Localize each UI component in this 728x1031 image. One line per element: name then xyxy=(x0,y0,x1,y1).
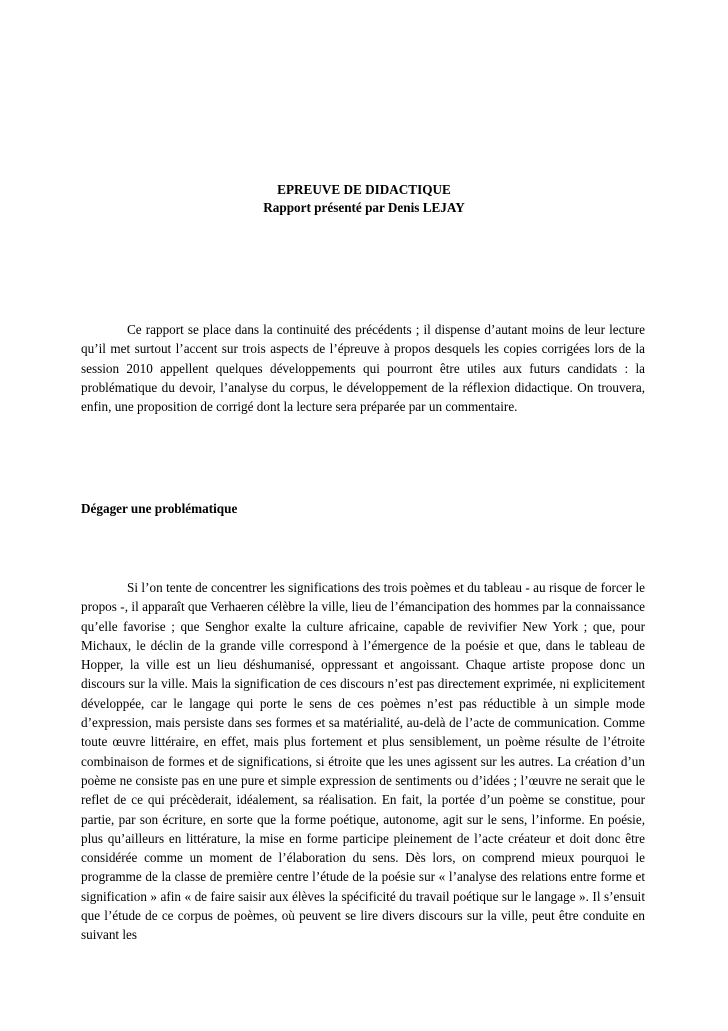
section-heading: Dégager une problématique xyxy=(81,501,238,516)
body-paragraph: Si l’on tente de concentrer les significations des trois poèmes et du tableau - au risque de forcer le propos -, il apparaît que Verhaeren célèbre la ville, lieu de l’émancipation des hommes par la connaissance qu’elle favorise ; que Senghor exalte la culture africaine, capable de revivifier New York ; que, pour Michaux, le déclin de la grande ville correspond à l’émergence de la poésie et que, dans le tableau de Hopper, la ville est un lieu déshumanisé, oppressant et angoissant. Chaque artiste propose donc un discours sur la ville. Mais la signification de ces discours n’est pas directement exprimée, ni explicitement développée, car le langage qui porte le sens de ces poèmes n’est pas réductible à un simple mode d’expression, mais persiste dans ses formes et sa matérialité, au-delà de l’acte de communication. Comme toute œuvre littéraire, en effet, mais plus fortement et plus sensiblement, un poème résulte de l’étroite combinaison de formes et de significations, si étroite que les unes agissent sur les autres. La création d’un poème ne consiste pas en une pure et simple expression de sentiments ou d’idées ; l’œuvre ne serait que le reflet de ce qui précèderait, idéalement, sa réalisation. En fait, la portée d’un poème se constitue, pour partie, par son écriture, en sorte que la forme poétique, autonome, agit sur le sens, l’informe. En poésie, plus qu’ailleurs en littérature, la mise en forme participe pleinement de l’acte créateur et doit donc être considérée comme un moment de l’élaboration du sens. Dès lors, on comprend mieux pourquoi le programme de la classe de première centre l’étude de la poésie sur « l’analyse des relations entre forme et signification » afin « de faire saisir aux élèves la spécificité du travail poétique sur le langage ». Il s’ensuit que l’étude de ce corpus de poèmes, où peuvent se lire divers discours sur la ville, peut être conduite en suivant les xyxy=(81,580,645,943)
title-block xyxy=(0,181,728,217)
document-title: EPREUVE DE DIDACTIQUE xyxy=(277,182,451,197)
intro-paragraph: Ce rapport se place dans la continuité des précédents ; il dispense d’autant moins de leur lecture qu’il met surtout l’accent sur trois aspects de l’épreuve à propos desquels les copies corrigées lors de la session 2010 appellent quelques développements qui pourront être utiles aux futurs candidats : la problématique du devoir, l’analyse du corpus, le développement de la réflexion didactique. On trouvera, enfin, une proposition de corrigé dont la lecture sera préparée par un commentaire. xyxy=(81,322,645,415)
document-subtitle: Rapport présenté par Denis LEJAY xyxy=(263,200,465,215)
